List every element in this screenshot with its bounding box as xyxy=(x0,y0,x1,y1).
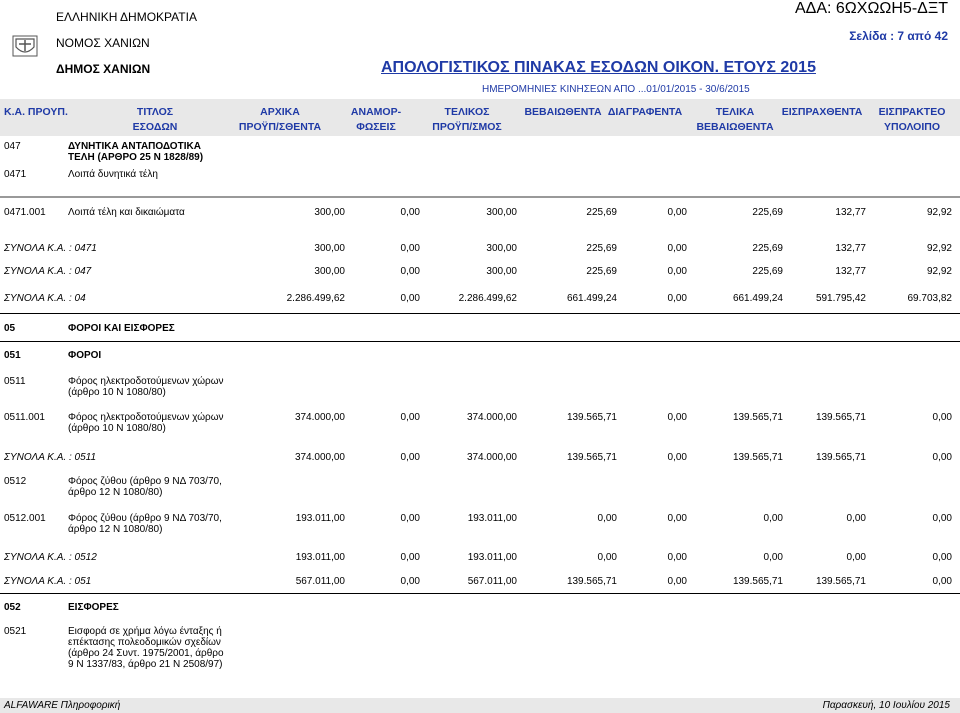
row-separator xyxy=(0,341,960,342)
column-header-line2: ΦΩΣΕΙΣ xyxy=(356,121,396,133)
amount-cell: 0,00 xyxy=(763,513,783,524)
amount-cell: 0,00 xyxy=(667,207,687,218)
amount-cell: 591.795,42 xyxy=(815,293,866,304)
amount-cell: 0,00 xyxy=(932,576,952,587)
amount-cell: 69.703,82 xyxy=(907,293,952,304)
account-description: (άρθρο 10 Ν 1080/80) xyxy=(68,423,166,434)
amount-cell: 0,00 xyxy=(400,412,420,423)
amount-cell: 0,00 xyxy=(400,576,420,587)
column-header-line1: ΕΙΣΠΡΑΧΘΕΝΤΑ xyxy=(781,106,863,118)
amount-cell: 92,92 xyxy=(926,243,952,254)
amount-cell: 0,00 xyxy=(846,552,866,563)
amount-cell: 0,00 xyxy=(846,513,866,524)
row-separator xyxy=(0,593,960,594)
amount-cell: 300,00 xyxy=(486,266,517,277)
account-code: 0511.001 xyxy=(4,412,45,423)
total-label: ΣΥΝΟΛΑ Κ.Α. : 04 xyxy=(4,293,86,304)
amount-cell: 139.565,71 xyxy=(815,412,866,423)
amount-cell: 0,00 xyxy=(667,412,687,423)
footer-date: Παρασκευή, 10 Ιουλίου 2015 xyxy=(822,700,950,711)
amount-cell: 225,69 xyxy=(752,243,783,254)
account-description: επέκτασης πολεοδομικών σχεδίων xyxy=(68,637,221,648)
amount-cell: 193.011,00 xyxy=(467,513,517,524)
amount-cell: 139.565,71 xyxy=(732,452,783,463)
amount-cell: 139.565,71 xyxy=(566,452,617,463)
total-label: ΣΥΝΟΛΑ Κ.Α. : 0512 xyxy=(4,552,97,563)
amount-cell: 0,00 xyxy=(400,266,420,277)
amount-cell: 193.011,00 xyxy=(295,552,345,563)
column-header-line2: ΥΠΟΛΟΙΠΟ xyxy=(883,121,941,133)
account-code: 0521 xyxy=(4,626,27,637)
account-description: Φόρος ζύθου (άρθρο 9 ΝΔ 703/70, xyxy=(68,513,222,524)
amount-cell: 0,00 xyxy=(667,552,687,563)
column-header-line1: ΔΙΑΓΡΑΦΕΝΤΑ xyxy=(607,106,683,118)
amount-cell: 132,77 xyxy=(835,207,866,218)
column-header-line1: ΑΡΧΙΚΑ xyxy=(260,106,300,118)
account-description: άρθρο 12 Ν 1080/80) xyxy=(68,524,163,535)
column-header-line2: ΕΣΟΔΩΝ xyxy=(132,121,178,133)
column-header-7 xyxy=(690,105,780,135)
amount-cell: 0,00 xyxy=(932,513,952,524)
account-description: Φόρος ηλεκτροδοτούμενων χώρων xyxy=(68,376,224,387)
amount-cell: 0,00 xyxy=(400,552,420,563)
amount-cell: 300,00 xyxy=(314,266,345,277)
account-code: 052 xyxy=(4,602,21,613)
amount-cell: 300,00 xyxy=(314,207,345,218)
amount-cell: 225,69 xyxy=(752,266,783,277)
column-header-line2: ΠΡΟΫΠ/ΣΘΕΝΤΑ xyxy=(238,121,322,133)
republic-label: ΕΛΛΗΝΙΚΗ ΔΗΜΟΚΡΑΤΙΑ xyxy=(56,10,197,24)
amount-cell: 374.000,00 xyxy=(294,452,345,463)
footer-company: ALFAWARE Πληροφορική xyxy=(4,700,121,711)
column-header-line1: Κ.Α. ΠΡΟΥΠ. xyxy=(4,106,68,118)
amount-cell: 0,00 xyxy=(667,266,687,277)
account-code: 0471.001 xyxy=(4,207,46,218)
amount-cell: 374.000,00 xyxy=(466,412,517,423)
footer-band xyxy=(0,698,960,713)
account-code: 05 xyxy=(4,323,16,334)
amount-cell: 193.011,00 xyxy=(467,552,517,563)
amount-cell: 567.011,00 xyxy=(295,576,345,587)
account-code: 0511 xyxy=(4,376,26,387)
amount-cell: 0,00 xyxy=(763,552,783,563)
account-description: (άρθρο 10 Ν 1080/80) xyxy=(68,387,166,398)
account-description: ΦΟΡΟΙ ΚΑΙ ΕΙΣΦΟΡΕΣ xyxy=(68,323,175,334)
account-description: Φόρος ηλεκτροδοτούμενων χώρων xyxy=(68,412,224,423)
account-description: ΔΥΝΗΤΙΚΑ ΑΝΤΑΠΟΔΟΤΙΚΑ xyxy=(68,141,201,152)
amount-cell: 0,00 xyxy=(400,452,420,463)
column-header-9 xyxy=(867,105,957,135)
column-header-3 xyxy=(341,105,411,135)
column-header-line2: ΠΡΟΫΠ/ΣΜΟΣ xyxy=(432,121,502,133)
amount-cell: 0,00 xyxy=(597,513,617,524)
row-separator xyxy=(0,313,960,314)
ada-code: ΑΔΑ: 6ΩΧΩΩΗ5-ΔΞΤ xyxy=(794,0,948,17)
column-header-1 xyxy=(100,105,210,135)
amount-cell: 139.565,71 xyxy=(732,412,783,423)
total-label: ΣΥΝΟΛΑ Κ.Α. : 0471 xyxy=(4,243,97,254)
page-indicator: Σελίδα : 7 από 42 xyxy=(849,29,948,43)
amount-cell: 0,00 xyxy=(667,513,687,524)
amount-cell: 300,00 xyxy=(314,243,345,254)
account-description: Λοιπά δυνητικά τέλη xyxy=(68,169,158,180)
amount-cell: 139.565,71 xyxy=(815,576,866,587)
amount-cell: 374.000,00 xyxy=(466,452,517,463)
account-code: 047 xyxy=(4,141,21,152)
column-header-line1: ΕΙΣΠΡΑΚΤΕΟ xyxy=(878,106,946,118)
amount-cell: 0,00 xyxy=(667,293,687,304)
municipality-label: ΔΗΜΟΣ ΧΑΝΙΩΝ xyxy=(56,62,151,76)
total-label: ΣΥΝΟΛΑ Κ.Α. : 0511 xyxy=(4,452,97,463)
row-separator xyxy=(0,196,960,198)
column-header-line1: ΑΝΑΜΟΡ- xyxy=(350,106,402,118)
column-header-0 xyxy=(0,105,84,120)
amount-cell: 225,69 xyxy=(752,207,783,218)
amount-cell: 374.000,00 xyxy=(294,412,345,423)
account-description: ΦΟΡΟΙ xyxy=(68,350,102,361)
amount-cell: 0,00 xyxy=(932,412,952,423)
amount-cell: 300,00 xyxy=(486,243,517,254)
amount-cell: 139.565,71 xyxy=(566,576,617,587)
column-header-2 xyxy=(230,105,330,135)
amount-cell: 567.011,00 xyxy=(467,576,517,587)
amount-cell: 139.565,71 xyxy=(566,412,617,423)
amount-cell: 0,00 xyxy=(400,243,420,254)
column-header-line2: ΒΕΒΑΙΩΘΕΝΤΑ xyxy=(696,121,774,133)
amount-cell: 661.499,24 xyxy=(732,293,783,304)
account-description: άρθρο 12 Ν 1080/80) xyxy=(68,487,163,498)
amount-cell: 139.565,71 xyxy=(732,576,783,587)
column-header-line1: ΤΙΤΛΟΣ xyxy=(136,106,174,118)
account-code: 051 xyxy=(4,350,21,361)
column-header-4 xyxy=(417,105,517,135)
amount-cell: 2.286.499,62 xyxy=(286,293,345,304)
account-description: Φόρος ζύθου (άρθρο 9 ΝΔ 703/70, xyxy=(68,476,222,487)
period-label: ΗΜΕΡΟΜΗΝΙΕΣ ΚΙΝΗΣΕΩΝ ΑΠΟ ...01/01/2015 - 30/6/2015 xyxy=(482,84,750,95)
amount-cell: 225,69 xyxy=(586,243,617,254)
account-code: 0471 xyxy=(4,169,27,180)
account-description: Λοιπά τέλη και δικαιώματα xyxy=(68,207,185,218)
account-description: ΕΙΣΦΟΡΕΣ xyxy=(68,602,119,613)
amount-cell: 92,92 xyxy=(926,207,952,218)
account-description: 9 Ν 1337/83, άρθρο 21 Ν 2508/97) xyxy=(68,659,223,670)
account-description: Εισφορά σε χρήμα λόγω ένταξης ή xyxy=(68,626,222,637)
amount-cell: 0,00 xyxy=(932,452,952,463)
column-header-6 xyxy=(605,105,685,120)
amount-cell: 193.011,00 xyxy=(295,513,345,524)
column-header-line1: ΤΕΛΙΚΟΣ xyxy=(444,106,490,118)
amount-cell: 0,00 xyxy=(400,513,420,524)
amount-cell: 0,00 xyxy=(597,552,617,563)
amount-cell: 0,00 xyxy=(667,452,687,463)
amount-cell: 300,00 xyxy=(486,207,517,218)
amount-cell: 0,00 xyxy=(667,243,687,254)
account-code: 0512 xyxy=(4,476,27,487)
total-label: ΣΥΝΟΛΑ Κ.Α. : 051 xyxy=(4,576,92,587)
amount-cell: 0,00 xyxy=(932,552,952,563)
page-title: ΑΠΟΛΟΓΙΣΤΙΚΟΣ ΠΙΝΑΚΑΣ ΕΣΟΔΩΝ ΟΙΚΟΝ. ΕΤΟΥΣ 2015 xyxy=(381,59,816,76)
account-code: 0512.001 xyxy=(4,513,46,524)
amount-cell: 225,69 xyxy=(586,266,617,277)
amount-cell: 0,00 xyxy=(400,293,420,304)
amount-cell: 661.499,24 xyxy=(566,293,617,304)
amount-cell: 225,69 xyxy=(586,207,617,218)
amount-cell: 132,77 xyxy=(835,266,866,277)
total-label: ΣΥΝΟΛΑ Κ.Α. : 047 xyxy=(4,266,92,277)
amount-cell: 132,77 xyxy=(835,243,866,254)
prefecture-label: ΝΟΜΟΣ ΧΑΝΙΩΝ xyxy=(56,36,150,50)
column-header-line1: ΒΕΒΑΙΩΘΕΝΤΑ xyxy=(524,106,602,118)
account-description: (άρθρο 24 Συντ. 1975/2001, άρθρο xyxy=(68,648,224,659)
column-header-5 xyxy=(523,105,603,120)
amount-cell: 0,00 xyxy=(667,576,687,587)
amount-cell: 139.565,71 xyxy=(815,452,866,463)
greek-emblem-icon xyxy=(12,33,38,59)
column-header-8 xyxy=(777,105,867,120)
amount-cell: 2.286.499,62 xyxy=(458,293,517,304)
column-header-line1: ΤΕΛΙΚΑ xyxy=(715,106,755,118)
account-description: ΤΕΛΗ (ΑΡΘΡΟ 25 Ν 1828/89) xyxy=(68,152,204,163)
amount-cell: 0,00 xyxy=(400,207,420,218)
amount-cell: 92,92 xyxy=(926,266,952,277)
